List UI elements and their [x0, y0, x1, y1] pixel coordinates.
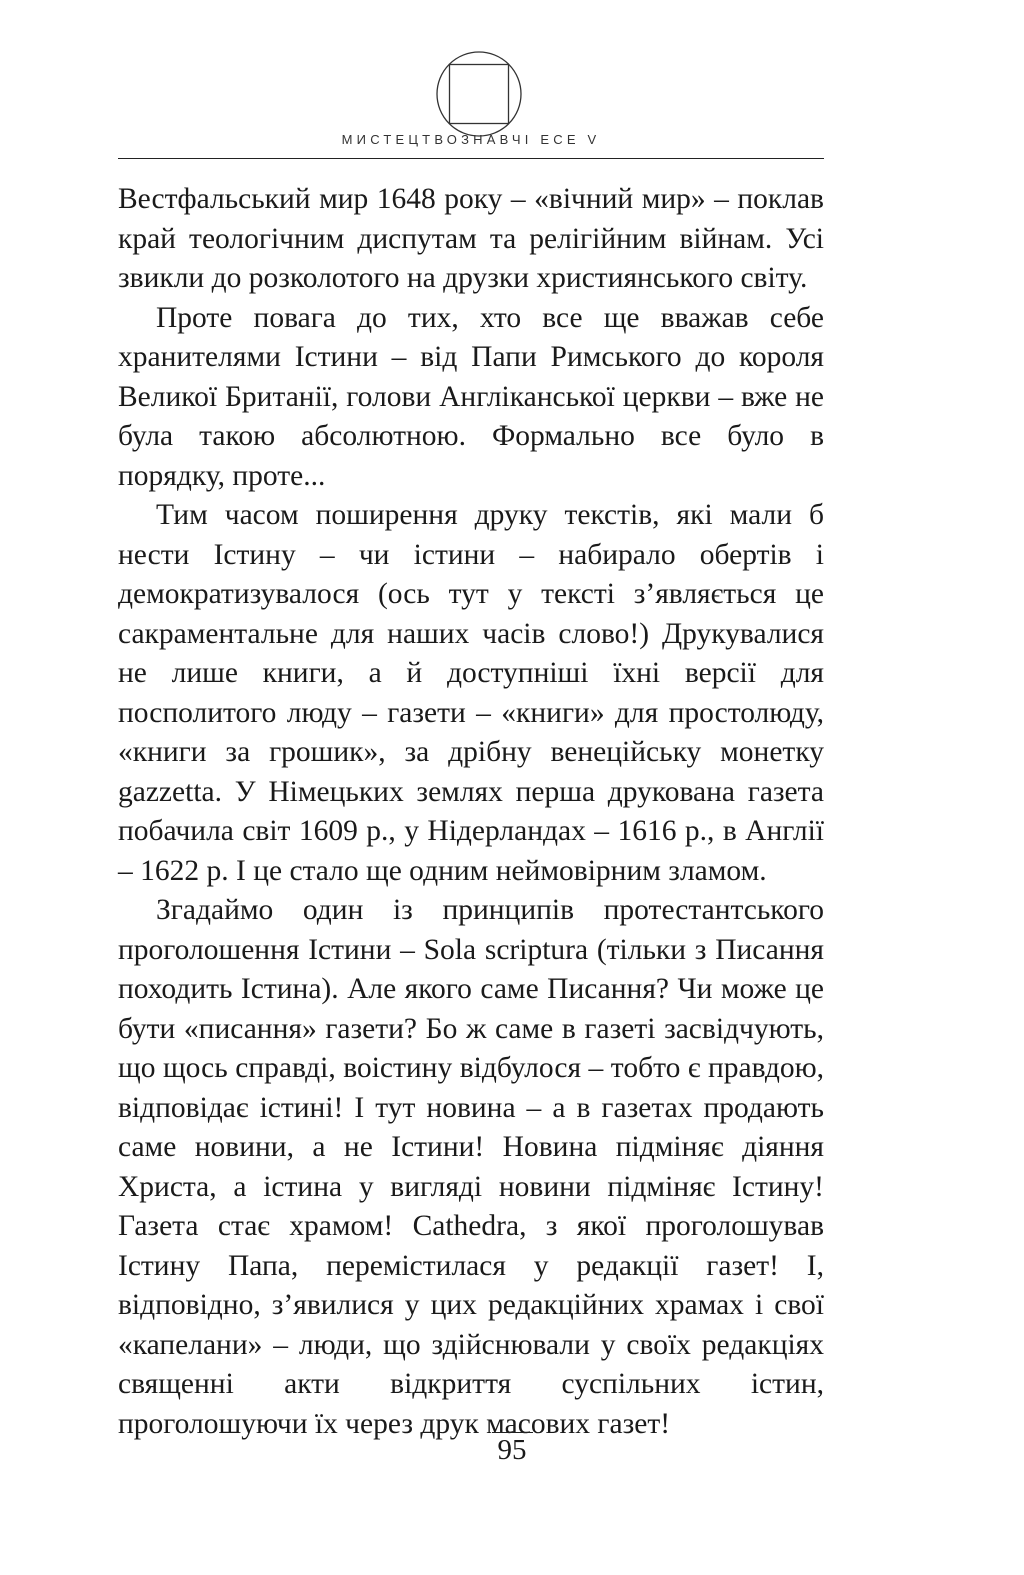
circle-square-emblem-icon [435, 50, 523, 138]
paragraph: Згадаймо один із принципів протестантського проголошення Істини – Sola scriptura (тільки з Писання походить Істина). Але якого саме Писання? Чи може це бути «писання» газети? Бо ж саме в газеті засвідчують, що щось справді, воістину відбулося – тобто є правдою, відповідає істині! І тут новина – а в газетах продають саме новини, а не Істини! Новина підміняє діяння Христа, а істина у вигляді новини підміняє Істину! Газета стає храмом! Cathedra, з якої проголошував Істину Папа, перемістилася у редакції газет! І, відповідно, з’явилися у цих редакційних храмах і свої «капелани» – люди, що здійснювали у своїх редакціях священні акти відкриття суспільних істин, проголошуючи їх через друк масових газет! [118, 894, 824, 1440]
header-rule [118, 158, 824, 159]
paragraph: Проте повага до тих, хто все ще вважав себе хранителями Істини – від Папи Римського до короля Великої Британії, голови Англіканської церкви – вже не була такою абсолютною. Формально все було в порядку, проте... [118, 301, 824, 492]
page-number-container [0, 1432, 1024, 1467]
page-number: 95 [492, 1432, 533, 1467]
main-text [118, 180, 824, 1444]
running-title: МИСТЕЦТВОЗНАВЧІ ЕСЕ V [341, 132, 601, 147]
paragraph: Тим часом поширення друку текстів, які мали б нести Істину – чи істини – набирало обертів і демократизувалося (ось тут у тексті з’являється це сакраментальне для наших часів слово!) Друкувалися не лише книги, а й доступніші їхні версії для посполитого люду – газети – «книги» для простолюду, «книги за грошик», за дрібну венеційську монетку gazzetta. У Німецьких землях перша друкована газета побачила світ 1609 р., у Нідерландах – 1616 р., в Англії – 1622 р. І це стало ще одним неймовірним зламом. [118, 499, 824, 887]
paragraph: Вестфальський мир 1648 року – «вічний мир» – поклав край теологічним диспутам та релігійним війнам. Усі звикли до розколотого на друзки християнського світу. [118, 183, 824, 294]
